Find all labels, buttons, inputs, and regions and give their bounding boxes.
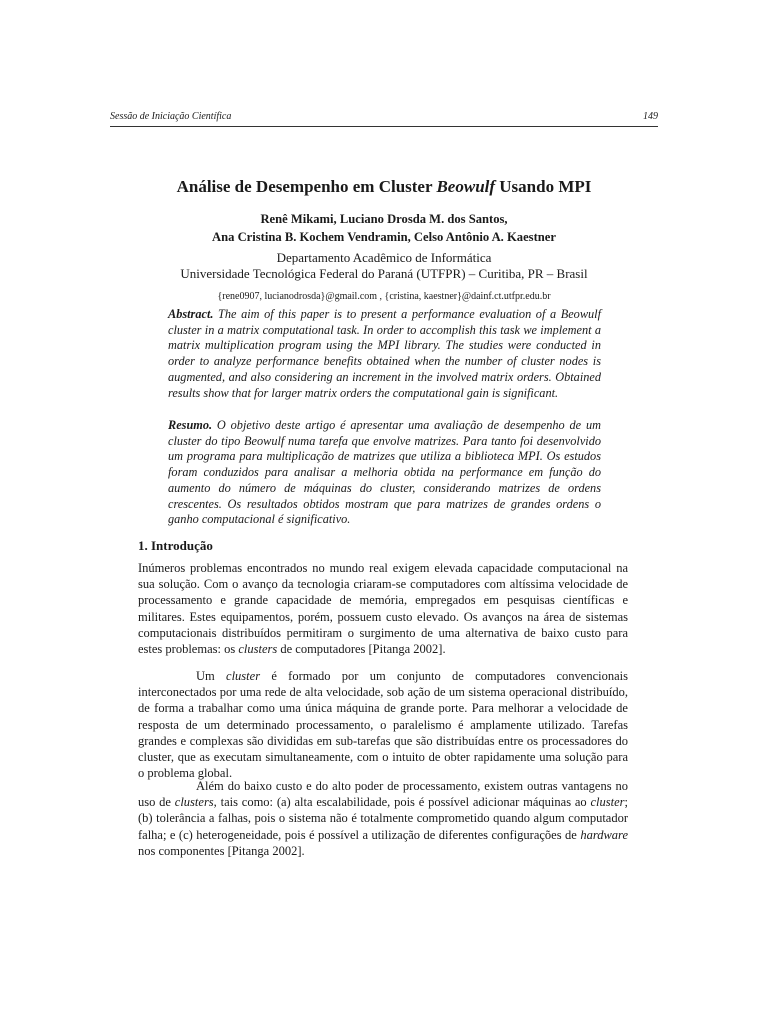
resumo-text: O objetivo deste artigo é apresentar uma avaliação de desempenho de um cluster do tipo Beowulf numa tarefa que envolve matrizes. Para tanto foi desenvolvido um programa para multiplicação de matrizes que utiliza a biblioteca MPI. Os estudos foram conduzidos para analisar a melhoria obtida na performance em função do aumento do número de máquinas do cluster, considerando matrizes de ordens crescentes. Os resultados obtidos mostram que para matrizes de grandes ordens o ganho computacional é significativo. [168, 418, 601, 527]
p1-italic-1: clusters [238, 642, 278, 657]
paragraph-3 [138, 778, 628, 859]
p3-text-a: Além do baixo custo e do alto poder de processamento, existem outras vantagens no uso de [138, 779, 628, 810]
p2-text-a: Um [196, 669, 227, 683]
p1-text-a: Inúmeros problemas encontrados no mundo real exigem elevada capacidade computacional na sua solução. Com o avanço da tecnologia criaram-se computadores com altíssima velocidade de processamento e grande capacidade de memória, empregados em pesquisas científicas e militares. Estes equipamentos, porém, possuem custo elevado. Os avanços na área de sistemas computacionais distribuídos permitiram o surgimento de uma alternativa de baixo custo para estes problemas: os [138, 561, 628, 657]
resumo-label: Resumo. [168, 418, 213, 432]
running-header [110, 110, 658, 124]
authors [110, 210, 658, 246]
abstract-text: The aim of this paper is to present a performance evaluation of a Beowulf cluster in a matrix computational task. In order to accomplish this task we implement a matrix multiplication program using the MPI library. The studies were conducted in order to analyze performance benefits obtained when the number of cluster nodes is augmented, and also considering an increment in the involved matrix orders. Obtained results show that for larger matrix orders the computational gain is significant. [168, 307, 601, 400]
paragraph-1 [138, 560, 628, 657]
p2-text-b: é formado por um conjunto de computadores convencionais interconectados por uma rede de alta velocidade, sob ação de um sistema operacional distribuído, de forma a trabalhar como uma única máquina de grande porte. Para melhorar a velocidade de resposta de um determinado processamento, o paralelismo é amplamente utilizado. Tarefas grandes e complexas são divididas em sub-tarefas que são distribuídas entre os processadores do cluster, que as executam simultaneamente, com o intuito de obter rapidamente uma solução para o problema global. [138, 669, 628, 781]
title-emphasis: Beowulf [436, 177, 496, 196]
paragraph-2 [138, 668, 628, 781]
header-rule [110, 126, 658, 127]
affiliation-line-1: Departamento Acadêmico de Informática [276, 250, 492, 265]
abstract-label: Abstract. [168, 307, 214, 321]
author-emails: {rene0907, lucianodrosda}@gmail.com , {cristina, kaestner}@dainf.ct.utfpr.edu.br [217, 291, 551, 302]
p3-text-b: , tais como: (a) alta escalabilidade, pois é possível adicionar máquinas ao [213, 795, 591, 810]
title-part2: Usando MPI [495, 177, 592, 196]
p3-text-d: nos componentes [Pitanga 2002]. [138, 843, 305, 858]
p3-italic-3: hardware [580, 827, 628, 842]
abstract [168, 307, 601, 401]
p3-italic-1: clusters [174, 795, 214, 810]
p3-italic-2: cluster [590, 795, 625, 810]
p1-text-b: de computadores [Pitanga 2002]. [277, 642, 446, 657]
title-part1: Análise de Desempenho em Cluster [176, 177, 437, 196]
p3-text-c: ; (b) tolerância a falhas, pois o sistema não é totalmente comprometido quando algum computador falha; e (c) heterogeneidade, pois é possível a utilização de diferentes configurações de [138, 795, 628, 842]
section-heading: 1. Introdução [138, 538, 213, 553]
page-number: 149 [643, 111, 658, 122]
authors-line-1: Renê Mikami, Luciano Drosda M. dos Santos, [260, 212, 508, 226]
p2-italic-1: cluster [226, 669, 261, 683]
paper-title [110, 176, 658, 198]
header-section-name: Sessão de Iniciação Científica [110, 111, 232, 122]
affiliation [110, 250, 658, 282]
resumo [168, 418, 601, 528]
affiliation-line-2: Universidade Tecnológica Federal do Paraná (UTFPR) – Curitiba, PR – Brasil [180, 266, 588, 281]
authors-line-2: Ana Cristina B. Kochem Vendramin, Celso Antônio A. Kaestner [212, 230, 556, 244]
